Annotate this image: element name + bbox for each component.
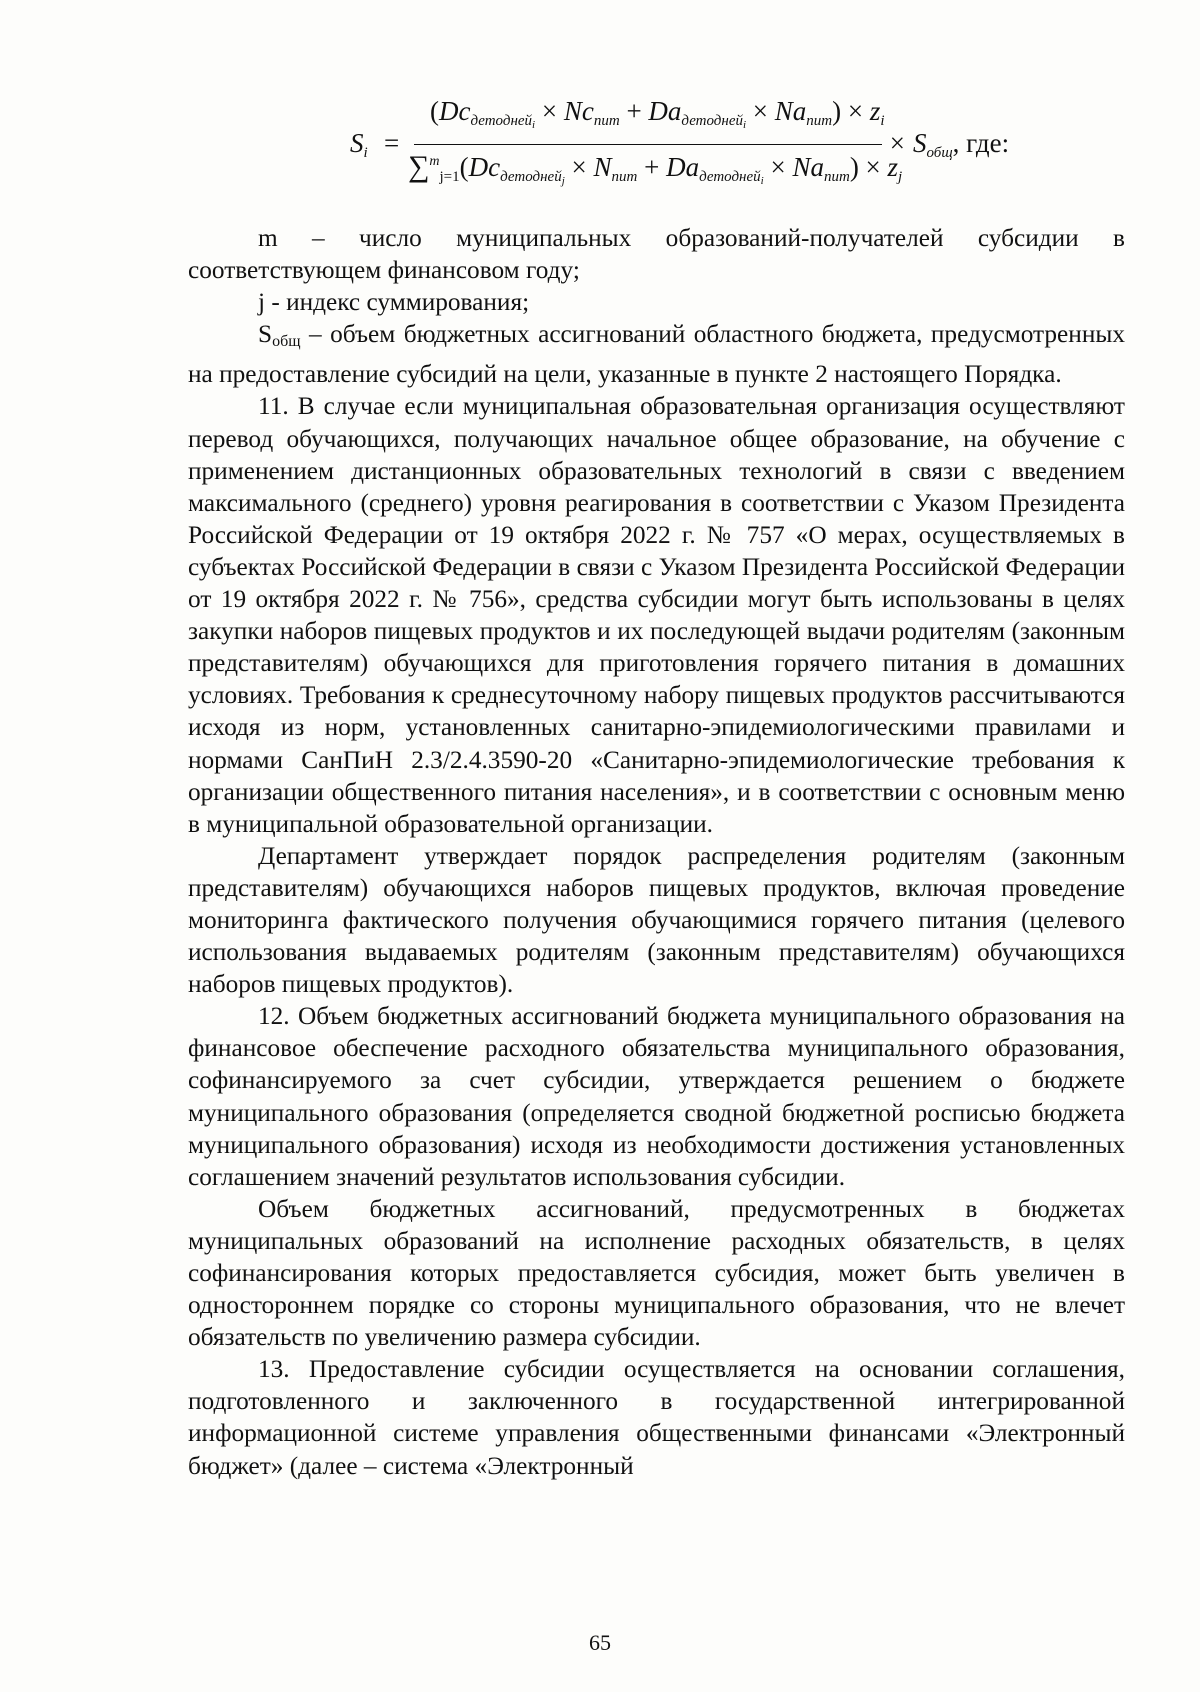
- paragraph-11: 11. В случае если муниципальная образовательная организация осуществляют перевод обучающихся, получающих начальное общее образование, на обучение с применением дистанционных образовательных технологий в связи с введением максимального (среднего) уровня реагирования в соответствии с Указом Президента Российской Федерации от 19 октября 2022 г. № 757 «О мерах, осуществляемых в субъектах Российской Федерации в связи с Указом Президента Российской Федерации от 19 октября 2022 г. № 756», средства субсидии могут быть использованы в целях закупки наборов пищевых продуктов и их последующей выдачи родителям (законным представителям) обучающихся для приготовления горячего питания в домашних условиях. Требования к среднесуточному набору пищевых продуктов рассчитываются исходя из норм, установленных санитарно-эпидемиологическими правилами и нормами СанПиН 2.3/2.4.3590-20 «Санитарно-эпидемиологические требования к организации общественного питания населения», и в соответствии с основным меню в муниципальной образовательной организации.: [188, 392, 1125, 838]
- formula-tail: × $S_{общ}$, где:: [888, 128, 1010, 161]
- paragraph-13: 13. Предоставление субсидии осуществляется на основании соглашения, подготовленного и заключенного в государственной интегрированной информационной системе управления общественными финансами «Электронный бюджет» (далее – система «Электронный: [188, 1355, 1125, 1480]
- paragraph-12: 12. Объем бюджетных ассигнований бюджета муниципального образования на финансовое обеспечение расходного обязательства муниципального образования, софинансируемого за счет субсидии, утверждается решением о бюджете муниципального образования (определяется сводной бюджетной росписью бюджета муниципального образования) исходя из необходимости достижения установленных соглашением значений результатов использования субсидии.: [188, 1002, 1125, 1191]
- paragraph-department: Департамент утверждает порядок распределения родителям (законным представителям) обучающихся наборов пищевых продуктов, включая проведение мониторинга фактического получения обучающимися горячего питания (целевого использования выдаваемых родителям (законным представителям) обучающихся наборов пищевых продуктов).: [188, 841, 1125, 999]
- page-number: 65: [589, 1630, 611, 1655]
- paragraph-j-definition: j - индекс суммирования;: [258, 288, 530, 317]
- paragraph-m-definition: m – число муниципальных образований-получателей субсидии в соответствующем финансовом году;: [188, 224, 1125, 285]
- paragraph-s-definition: Sобщ – объем бюджетных ассигнований областного бюджета, предусмотренных на предоставление субсидий на цели, указанные в пункте 2 настоящего Порядка.: [188, 320, 1125, 389]
- fraction-bar: [414, 144, 882, 145]
- document-body: [188, 222, 1125, 1482]
- formula-numerator: $(Dc_{детодней_i} \times Nc_{пит} + Da_{детодней_i} \times Na_{пит}) \times z_i$: [430, 96, 885, 131]
- paragraph-budget-increase: Объем бюджетных ассигнований, предусмотренных в бюджетах муниципальных образований на исполнение расходных обязательств, в целях софинансирования которых предоставляется субсидия, может быть увеличен в одностороннем порядке со стороны муниципального образования, что не влечет обязательств по увеличению размера субсидии.: [188, 1194, 1125, 1352]
- formula-denominator: $\sum^m_{j=1}(Dc_{детодней_j} \times N_{пит} + Da_{детодней_i} \times Na_{пит}) \times z_j$: [408, 150, 903, 187]
- formula-lhs: $S_i$: [350, 128, 368, 161]
- subsidy-formula: [350, 96, 1050, 196]
- formula-equals: =: [384, 128, 400, 158]
